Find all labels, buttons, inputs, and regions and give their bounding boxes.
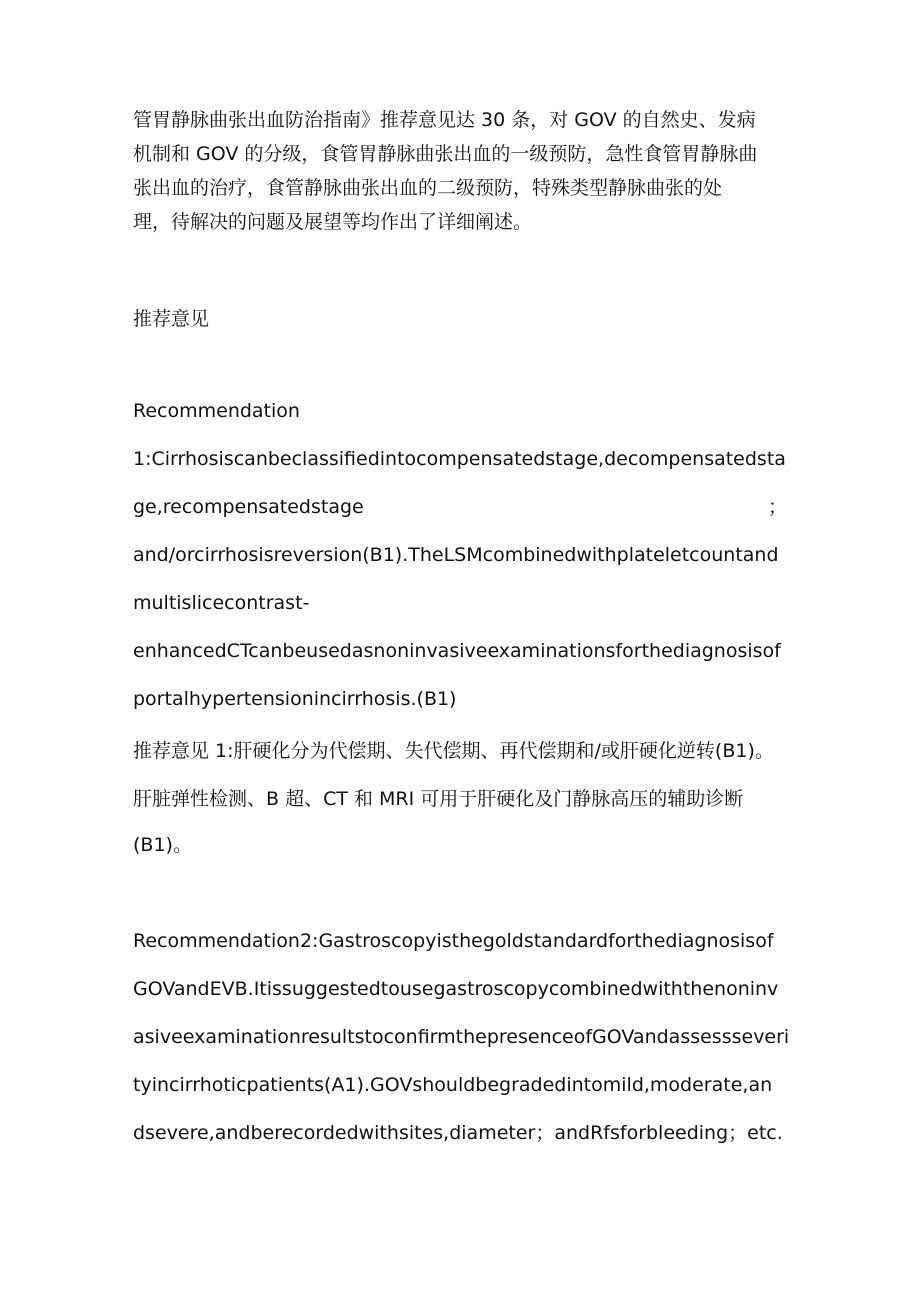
rec1-line-1: 1:Cirrhosiscanbeclassifiedintocompensatedstage,decompensatedsta [133,448,786,470]
rec1-line-2-left: ge,recompensatedstage [133,496,364,518]
intro-line-1: 管胃静脉曲张出血防治指南》推荐意见达 30 条，对 GOV 的自然史、发病 [133,109,756,131]
rec1-label: Recommendation [133,400,300,422]
rec1-line-3: and/orcirrhosisreversion(B1).TheLSMcombinedwithplateletcountand [133,544,779,566]
rec1-line-5: enhancedCTcanbeusedasnoninvasiveexaminationsforthediagnosisof [133,640,781,662]
intro-line-3: 张出血的治疗，食管静脉曲张出血的二级预防，特殊类型静脉曲张的处 [133,177,723,199]
rec1-line-6: portalhypertensionincirrhosis.(B1) [133,688,457,710]
rec2-line-3: asiveexaminationresultstoconfirmthepresenceofGOVandassessseveri [133,1026,790,1048]
section-heading: 推荐意见 [133,308,210,330]
intro-line-4: 理，待解决的问题及展望等均作出了详细阐述。 [133,211,533,233]
rec2-line-5: dsevere,andberecordedwithsites,diameter；andRfsforbleeding；etc. [133,1122,783,1144]
rec2-line-2: GOVandEVB.Itissuggestedtousegastroscopycombinedwiththenoninv [133,978,779,1000]
rec1-line-2-right: ； [767,496,787,518]
rec1-zh-line-3: (B1)。 [133,834,192,856]
intro-line-2: 机制和 GOV 的分级，食管胃静脉曲张出血的一级预防，急性食管胃静脉曲 [133,143,758,165]
rec1-line-2 [133,495,787,519]
rec1-zh-line-1: 推荐意见 1:肝硬化分为代偿期、失代偿期、再代偿期和/或肝硬化逆转(B1)。 [133,740,774,762]
rec1-line-4: multislicecontrast- [133,592,310,614]
rec2-line-4: tyincirrhoticpatients(A1).GOVshouldbegradedintomild,moderate,an [133,1074,773,1096]
rec2-line-1: Recommendation2:Gastroscopyisthegoldstandardforthediagnosisof [133,930,774,952]
rec1-zh-line-2: 肝脏弹性检测、B 超、CT 和 MRI 可用于肝硬化及门静脉高压的辅助诊断 [133,788,744,810]
